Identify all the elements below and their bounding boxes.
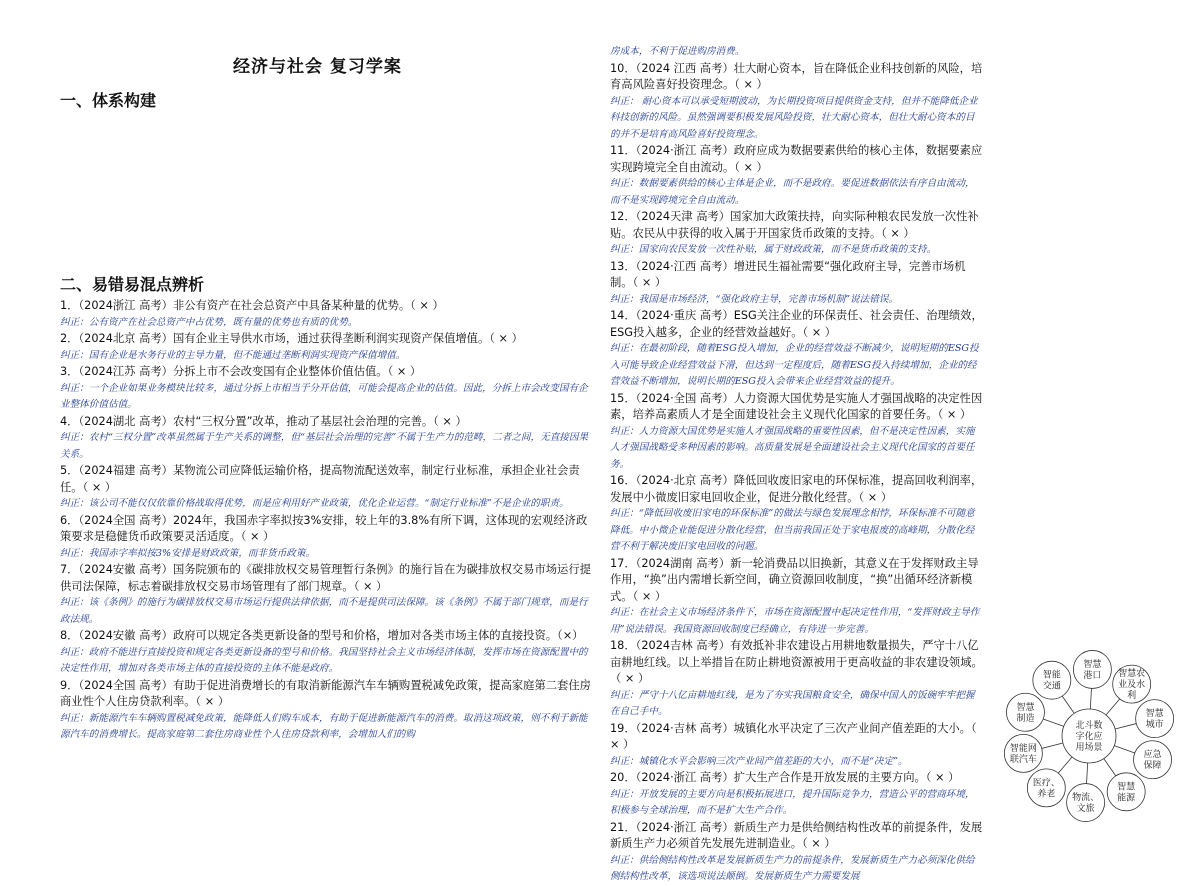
question-text: 8．（2024安徽 高考）政府可以规定各类更新设备的型号和价格，增加对各类市场主体的直接投资。（×） xyxy=(60,629,584,642)
question-text: 16．（2024·北京 高考）降低回收废旧家电的环保标准，提高回收利润率，发展中小微废旧家电回收企业，促进分散化经营。（ × ） xyxy=(610,474,983,504)
correction-text: 纠正： 耐心资本可以承受短期波动，为长期投资项目提供资金支持，但并不能降低企业科技创新的风险。虽然强调要积极发展风险投资，壮大耐心资本，但壮大耐心资本的目的并不是培育高风险喜好投资理念。 xyxy=(610,95,978,140)
correction-text: 纠正：数据要素供给的核心主体是企业，而不是政府。要促进数据依法有序自由流动，而不是实现跨境完全自由流动。 xyxy=(610,178,975,206)
question-text: 12．（2024天津 高考）国家加大政策扶持，向实际种粮农民发放一次性补贴。农民从中获得的收入属于开国家货币政策的支持。（ × ） xyxy=(610,210,979,240)
question-text: 15．（2024·全国 高考）人力资源大国优势是实施人才强国战略的决定性因素，培养高素质人才是全面建设社会主义现代化国家的首要任务。（ × ） xyxy=(610,391,983,421)
list-item xyxy=(60,562,595,628)
left-items-list xyxy=(60,298,595,744)
mind-map-node-label: 智慧 xyxy=(1117,782,1136,793)
mind-map-node-label: 智慧农 xyxy=(1118,669,1146,680)
mind-map-connector xyxy=(1042,743,1063,748)
list-item xyxy=(610,770,984,820)
mind-map-node-label: 文旅 xyxy=(1076,804,1095,815)
mind-map-node-label: 应急 xyxy=(1143,750,1162,761)
continued-correction: 房成本，不利于促进购房消费。 xyxy=(610,46,745,57)
correction-text: 纠正：政府不能进行直接投资和规定各类更新设备的型号和价格。我国坚持社会主义市场经济体制，发挥市场在资源配置中的决定性作用，增加对各类市场主体的直接投资的主体不能是政府。 xyxy=(60,646,588,674)
mind-map-connector xyxy=(1062,696,1074,713)
list-item xyxy=(610,473,984,556)
mind-map-node-label: 城市 xyxy=(1145,720,1164,731)
correction-text: 纠正：供给侧结构性改革是发展新质生产力的前提条件，发展新质生产力必须深化供给侧结构性改革，该选项说法颠倒。发展新质生产力需要发展 xyxy=(610,854,975,882)
question-text: 18．（2024吉林 高考）有效抵补非农建设占用耕地数量损失，严守十八亿亩耕地红线。以上举措旨在防止耕地资源被用于更高收益的非农建设领域。（ × ） xyxy=(610,639,983,685)
correction-text: 纠正：我国赤字率拟按3%安排是财政政策，而非货币政策。 xyxy=(60,547,316,559)
correction-text: 纠正：在最初阶段，随着ESG投入增加，企业的经营效益不断减少，说明短期的ESG投入可能导致企业经营效益下滑，但达到一定程度后，随着ESG投入持续增加，企业的经营效益不断增加，说明长期的ESG投入会带来企业经营效益的提升。 xyxy=(610,343,979,387)
question-text: 1．（2024浙江 高考）非公有资产在社会总资产中具备某种量的优势。（ × ） xyxy=(60,299,444,312)
correction-text: 纠正：开放发展的主要方向是积极拓展进口，提升国际竞争力，营造公平的营商环境，积极参与全球治理，而不是扩大生产合作。 xyxy=(610,788,975,816)
correction-text: 纠正：“降低回收废旧家电的环保标准”的做法与绿色发展理念相悖，环保标准不可随意降低。中小微企业能促进分散化经营，但当前我国正处于家电报废的高峰期，分散化经营不利于解决废旧家电回收的问题。 xyxy=(610,508,975,552)
mind-map-connector xyxy=(1115,724,1136,729)
section-heading-framework: 一、体系构建 xyxy=(60,91,157,110)
mind-map-node-label: 智慧 xyxy=(1083,659,1102,670)
mind-map-node-label: 能源 xyxy=(1117,793,1136,804)
mind-map-center-label: 字化应 xyxy=(1075,732,1103,742)
correction-text: 纠正：新能源汽车车辆购置税减免政策，能降低人们购车成本，有助于促进新能源汽车的消费。取消这项政策，则不利于新能源汽车的消费增长。提高家庭第二套住房商业性个人住房贷款利率，会增加人们的购 xyxy=(60,712,588,740)
list-item xyxy=(610,259,984,309)
mind-map-center-label: 用场景 xyxy=(1075,743,1103,753)
mind-map-connector xyxy=(1043,719,1064,726)
mind-map-node-label: 智慧 xyxy=(1016,702,1035,713)
mind-map-connector xyxy=(1104,759,1116,776)
mind-map-connector xyxy=(1090,688,1091,709)
correction-text: 纠正：在社会主义市场经济条件下，市场在资源配置中起决定性作用，“发挥财政主导作用”说法错误。我国资源回收制度已经确立，有待进一步完善。 xyxy=(610,607,980,635)
question-text: 10．（2024 江西 高考）壮大耐心资本，旨在降低企业科技创新的风险，培育高风险喜好投资理念。（ × ） xyxy=(610,61,983,91)
list-item xyxy=(610,61,984,144)
list-item xyxy=(610,638,984,721)
mind-map-node-label: 智慧 xyxy=(1145,709,1164,720)
list-item xyxy=(60,414,595,464)
question-text: 20．（2024·浙江 高考）扩大生产合作是开放发展的主要方向。（ × ） xyxy=(610,771,960,784)
correction-text: 纠正：国家向农民发放一次性补贴，属于财政政策，而不是货币政策的支持。 xyxy=(610,244,937,255)
mind-map-node-label: 智能 xyxy=(1042,670,1061,681)
question-text: 21．（2024·浙江 高考）新质生产力是供给侧结构性改革的前提条件，发展新质生产力必须首先发展先进制造业。（ × ） xyxy=(610,820,983,850)
mind-map-connector xyxy=(1058,757,1072,773)
mind-map-node-label: 业及水 xyxy=(1118,680,1146,691)
list-item xyxy=(60,331,595,364)
list-item xyxy=(610,820,984,886)
mind-map-node-label: 养老 xyxy=(1037,789,1056,800)
question-text: 5．（2024福建 高考）某物流公司应降低运输价格，提高物流配送效率，制定行业标准，承担企业社会责任。（ × ） xyxy=(60,464,580,494)
correction-text: 纠正：国有企业是水务行业的主导力量，但不能通过垄断利润实现资产保值增值。 xyxy=(60,349,406,361)
correction-text: 纠正：严守十八亿亩耕地红线，是为了夯实我国粮食安全，确保中国人的饭碗牢牢把握在自己手中。 xyxy=(610,689,975,717)
list-item xyxy=(60,628,595,678)
correction-text: 纠正：我国是市场经济，“强化政府主导，完善市场机制”说法错误。 xyxy=(610,293,899,305)
question-text: 7．（2024安徽 高考）国务院颁布的《碳排放权交易管理暂行条例》的施行旨在为碳排放权交易市场运行提供司法保障，标志着碳排放权交易市场管理有了部门规章。（ × ） xyxy=(60,563,591,593)
question-text: 2．（2024北京 高考）国有企业主导供水市场，通过获得垄断利润实现资产保值增值。（ × ） xyxy=(60,332,523,345)
mind-map-node-label: 港口 xyxy=(1083,670,1102,681)
mind-map-node-label: 交通 xyxy=(1042,681,1061,692)
right-items-list xyxy=(610,44,984,886)
question-text: 4．（2024湖北 高考）农村“三权分置”改革，推动了基层社会治理的完善。（ × ） xyxy=(60,414,467,428)
question-text: 3．（2024江苏 高考）分拆上市不会改变国有企业整体价值估值。（ × ） xyxy=(60,365,422,378)
list-item xyxy=(60,678,595,744)
list-item xyxy=(610,556,984,639)
mind-map-node-label: 医疗、 xyxy=(1032,778,1060,789)
mind-map-center-label: 北斗数 xyxy=(1075,721,1103,731)
question-text: 6．（2024全国 高考）2024年，我国赤字率拟按3%安排，较上年的3.8%有所下调，这体现的宏观经济政策要求是稳健货币政策要灵活适度。（ × ） xyxy=(60,513,588,543)
mind-map-node-label: 制造 xyxy=(1016,713,1035,724)
list-item xyxy=(60,364,595,414)
question-text: 13．（2024·江西 高考）增进民生福祉需要“强化政府主导，完善市场机制。（ × ） xyxy=(610,259,966,289)
correction-text: 纠正：农村“三权分置”改革虽然属于生产关系的调整，但“基层社会治理的完善”不属于生产力的范畴，二者之间，无直接因果关系。 xyxy=(60,432,589,460)
list-item xyxy=(610,308,984,391)
correction-text: 纠正：该《条例》的施行为碳排放权交易市场运行提供法律依据，而不是提供司法保障。该《条例》不属于部门规章，而是行政法规。 xyxy=(60,597,588,625)
mind-map-node-label: 物流、 xyxy=(1072,793,1100,804)
correction-text: 纠正：人力资源大国优势是实施人才强国战略的重要性因素，但不是决定性因素，实施人才强国战略受多种因素的影响。高质量发展是全面建设社会主义现代化国家的首要任务。 xyxy=(610,425,975,470)
section-heading-errors: 二、易错易混点辨析 xyxy=(60,275,205,294)
question-text: 11．（2024·浙江 高考）政府应成为数据要素供给的核心主体，数据要素应实现跨境完全自由流动。（ × ） xyxy=(610,144,983,174)
question-text: 17．（2024湖南 高考）新一轮消费品以旧换新，其意义在于发挥财政主导作用，“换”出内需增长新空间，确立资源回收制度，“换”出循环经济新模式。（ × ） xyxy=(610,556,979,603)
correction-text: 纠正：公有资产在社会总资产中占优势，既有量的优势也有质的优势。 xyxy=(60,316,358,328)
question-text: 19．（2024·吉林 高考）城镇化水平决定了三次产业间产值差距的大小。（ × ） xyxy=(610,721,977,751)
correction-text: 纠正：该公司不能仅仅依靠价格战取得优势，而是应利用好产业政策，优化企业运营。“制定行业标准”不是企业的职责。 xyxy=(60,498,569,509)
mind-map-node-label: 保障 xyxy=(1143,761,1162,772)
mind-map-node-label: 智能网 xyxy=(1009,743,1037,754)
list-item xyxy=(610,209,984,259)
question-text: 9．（2024全国 高考）有助于促进消费增长的有取消新能源汽车车辆购置税减免政策，提高家庭第二套住房商业性个人住房贷款利率。（ × ） xyxy=(60,678,591,708)
list-item xyxy=(610,391,984,474)
list-item xyxy=(60,298,595,331)
question-text: 14．（2024·重庆 高考）ESG关注企业的环保责任、社会责任、治理绩效，ESG投入越多，企业的经营效益越好。（ × ） xyxy=(610,309,983,339)
list-item xyxy=(60,463,595,513)
mind-map-connector xyxy=(1106,699,1120,715)
list-item xyxy=(610,143,984,209)
correction-text: 纠正：一个企业如果业务模块比较多，通过分拆上市相当于分开估值，可能会提高企业的估值。因此，分拆上市会改变国有企业整体价值估值。 xyxy=(60,382,588,410)
mind-map-node-label: 联汽车 xyxy=(1009,754,1037,765)
mind-map-node-label: 利 xyxy=(1127,691,1137,702)
mind-map-connector xyxy=(1087,763,1088,784)
list-item xyxy=(610,721,984,771)
list-item xyxy=(60,513,595,563)
page-title: 经济与社会 复习学案 xyxy=(233,57,402,77)
mind-map-connector xyxy=(1114,746,1135,753)
correction-text: 纠正：城镇化水平会影响三次产业间产值差距的大小，而不是“决定”。 xyxy=(610,755,908,767)
mind-map-diagram xyxy=(994,644,1194,829)
